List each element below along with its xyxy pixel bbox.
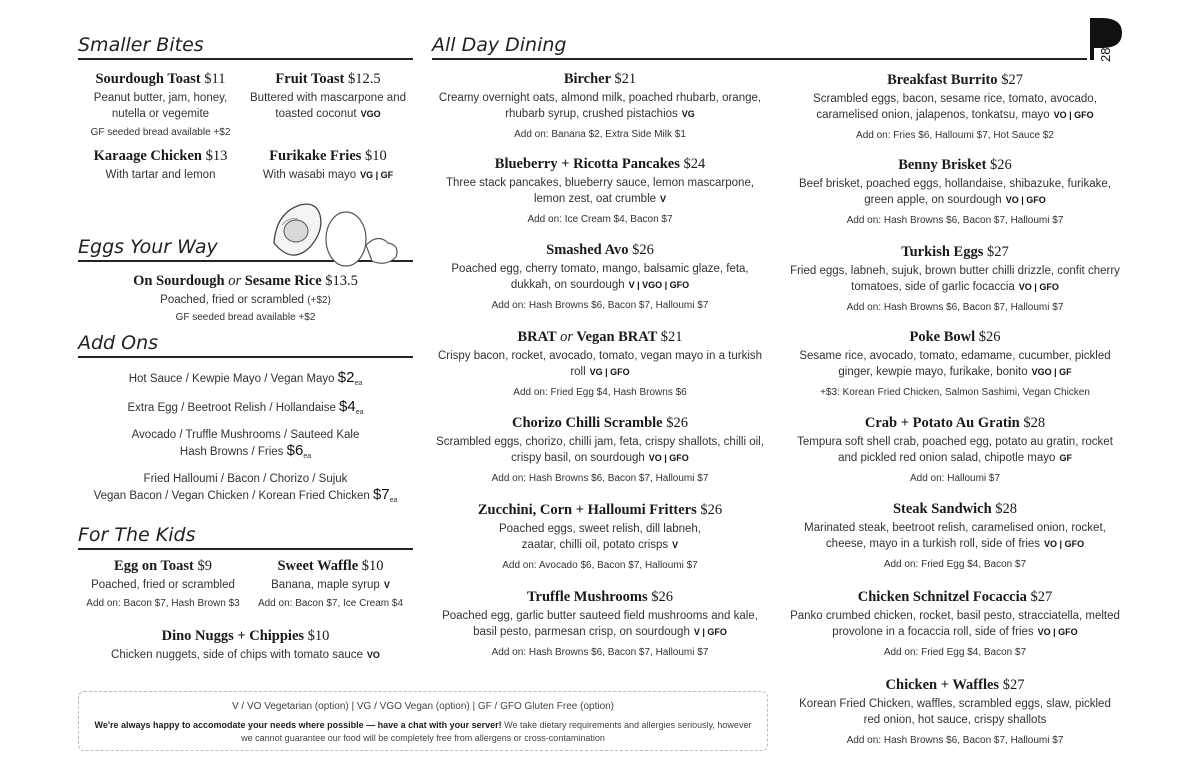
logo-number: 281 bbox=[1098, 40, 1113, 62]
item-addon: GF seeded bread available +$2 bbox=[90, 127, 231, 138]
item-desc: Panko crumbed chicken, rocket, basil pesto, stracciatella, melted provolone in a focaccia roll, side of fries bbox=[790, 610, 1120, 638]
item-dino-nuggs bbox=[78, 627, 413, 663]
item-price: $10 bbox=[361, 558, 384, 574]
dietary-tag: VG | GF bbox=[360, 170, 394, 180]
dietary-tag: VO | GFO bbox=[1005, 195, 1046, 205]
item-addon: GF seeded bread available +$2 bbox=[175, 312, 316, 323]
item-name: Turkish Eggs bbox=[901, 244, 984, 260]
item-desc: With wasabi mayo bbox=[262, 169, 357, 181]
item-addon: Add on: Fried Egg $4, Bacon $7 bbox=[883, 647, 1027, 658]
item-desc: Crispy bacon, rocket, avocado, tomato, vegan mayo in a turkish roll bbox=[437, 350, 763, 378]
item-breakfast-burrito bbox=[790, 71, 1120, 143]
item-price: $26 bbox=[990, 157, 1012, 173]
dietary-tag: VO | GFO bbox=[1044, 539, 1085, 549]
item-price: $26 bbox=[632, 242, 654, 258]
item-addon: Add on: Fries $6, Halloumi $7, Hot Sauce $2 bbox=[856, 130, 1054, 141]
item-desc: Sesame rice, avocado, tomato, edamame, cucumber, pickled ginger, kewpie mayo, furikake, bonito bbox=[799, 350, 1111, 378]
item-price: $27 bbox=[1002, 677, 1025, 693]
dietary-tag: VGO | GF bbox=[1031, 367, 1072, 377]
item-fruit-toast bbox=[243, 70, 413, 122]
addon-row bbox=[78, 472, 413, 508]
item-crab-au-gratin bbox=[790, 414, 1120, 486]
item-smashed-avo bbox=[432, 241, 768, 313]
item-price: $26 bbox=[978, 329, 1001, 345]
item-addon: Add on: Hash Browns $6, Bacon $7, Halloumi $7 bbox=[846, 215, 1064, 226]
item-desc: Banana, maple syrup bbox=[271, 579, 380, 591]
item-addon: Add on: Banana $2, Extra Side Milk $1 bbox=[514, 129, 686, 140]
addon-text: Vegan Bacon / Vegan Chicken / Korean Fried Chicken bbox=[93, 490, 370, 502]
item-name: Karaage Chicken bbox=[93, 148, 202, 164]
item-addon: Add on: Hash Browns $6, Bacon $7, Halloumi $7 bbox=[491, 647, 709, 658]
addon-price: $2 bbox=[337, 369, 355, 386]
item-name: Smashed Avo bbox=[546, 242, 629, 258]
item-benny-brisket bbox=[790, 156, 1120, 228]
dietary-tag: VGO bbox=[360, 109, 381, 119]
item-furikake-fries bbox=[243, 147, 413, 183]
item-desc: Poached, fried or scrambled bbox=[160, 294, 304, 306]
item-desc: Chicken nuggets, side of chips with tomato sauce bbox=[111, 649, 363, 661]
item-price: $28 bbox=[995, 501, 1018, 517]
addon-unit: ea bbox=[389, 497, 398, 504]
dietary-note-bold: We're always happy to accomodate your needs where possible — have a chat with your server! bbox=[94, 720, 502, 730]
dietary-note: We take dietary requirements and allergies seriously, however we cannot guarantee our food will be completely free from allergens or cross-contamination bbox=[241, 720, 752, 743]
item-price: $11 bbox=[204, 71, 226, 87]
dietary-tag: VG | GFO bbox=[589, 367, 630, 377]
item-desc: Creamy overnight oats, almond milk, poached rhubarb, orange, rhubarb syrup, crushed pistachios bbox=[438, 92, 762, 120]
item-name: Bircher bbox=[563, 71, 611, 87]
item-steak-sandwich bbox=[790, 500, 1120, 572]
item-or: or bbox=[228, 273, 242, 289]
item-price: $26 bbox=[700, 502, 723, 518]
addon-row bbox=[78, 370, 413, 391]
dietary-tag: VO | GFO bbox=[1053, 110, 1094, 120]
section-all-day-dining: All Day Dining bbox=[432, 34, 1087, 60]
item-or: or bbox=[560, 329, 573, 345]
item-name: Benny Brisket bbox=[898, 157, 987, 173]
dietary-tag: VO | GFO bbox=[1037, 627, 1078, 637]
item-desc: Scrambled eggs, chorizo, chilli jam, feta, crispy shallots, chilli oil, crispy basil, on sourdough bbox=[436, 436, 764, 464]
item-addon: Add on: Halloumi $7 bbox=[909, 473, 1001, 484]
item-name: Truffle Mushrooms bbox=[526, 589, 648, 605]
item-price: $26 bbox=[651, 589, 674, 605]
item-addon: Add on: Hash Browns $6, Bacon $7, Halloumi $7 bbox=[846, 302, 1064, 313]
item-eggs-your-way bbox=[78, 272, 413, 325]
item-name-b: Sesame Rice bbox=[244, 273, 322, 289]
addon-text: Hot Sauce / Kewpie Mayo / Vegan Mayo bbox=[128, 373, 335, 385]
item-name: Chicken + Waffles bbox=[885, 677, 1000, 693]
item-price: $12.5 bbox=[347, 71, 381, 87]
addon-price: $4 bbox=[339, 398, 356, 415]
item-addon: Add on: Avocado $6, Bacon $7, Halloumi $7 bbox=[502, 560, 698, 571]
item-desc: Poached egg, garlic butter sauteed field mushrooms and kale, basil pesto, parmesan crisp, on sourdough bbox=[442, 610, 758, 638]
item-desc: Buttered with mascarpone and toasted coconut bbox=[250, 92, 406, 120]
item-turkish-eggs bbox=[790, 243, 1120, 315]
item-price: $13 bbox=[205, 148, 228, 164]
dietary-tag: VO | GFO bbox=[1018, 282, 1059, 292]
dietary-tag: GF bbox=[1059, 453, 1072, 463]
item-price: $21 bbox=[614, 71, 637, 87]
item-desc: Poached egg, cherry tomato, mango, balsamic glaze, feta, dukkah, on sourdough bbox=[451, 263, 749, 291]
item-desc: Poached, fried or scrambled bbox=[91, 579, 235, 591]
item-name: Poke Bowl bbox=[909, 329, 976, 345]
addon-unit: ea bbox=[354, 380, 363, 387]
addon-row bbox=[78, 399, 413, 420]
item-name: Dino Nuggs + Chippies bbox=[161, 628, 305, 644]
addon-line1: Fried Halloumi / Bacon / Chorizo / Sujuk bbox=[143, 473, 348, 485]
item-name: Zucchini, Corn + Halloumi Fritters bbox=[477, 502, 697, 518]
item-desc: Korean Fried Chicken, waffles, scrambled eggs, slaw, pickled red onion, hot sauce, crispy shallots bbox=[799, 698, 1111, 726]
item-price: $10 bbox=[365, 148, 387, 164]
item-price: $9 bbox=[197, 558, 212, 574]
item-addon: Add on: Hash Browns $6, Bacon $7, Halloumi $7 bbox=[491, 473, 709, 484]
item-price: $27 bbox=[1001, 72, 1023, 88]
addon-price: $7 bbox=[372, 486, 390, 503]
item-addon: Add on: Bacon $7, Ice Cream $4 bbox=[257, 598, 404, 609]
dietary-tag: V bbox=[660, 194, 667, 204]
addon-text: Extra Egg / Beetroot Relish / Hollandaise bbox=[127, 402, 336, 414]
addon-price: $6 bbox=[286, 442, 304, 459]
item-name: Egg on Toast bbox=[114, 558, 194, 574]
dietary-legend bbox=[78, 691, 768, 751]
item-desc-extra: (+$2) bbox=[307, 295, 331, 306]
item-desc: With tartar and lemon bbox=[105, 169, 216, 181]
item-name: Breakfast Burrito bbox=[887, 72, 998, 88]
section-eggs-your-way: Eggs Your Way bbox=[78, 236, 413, 262]
dietary-tag: V bbox=[672, 540, 679, 550]
dietary-tag: V | GFO bbox=[693, 627, 727, 637]
dietary-tag: V | VGO | GFO bbox=[628, 280, 690, 290]
item-addon: Add on: Hash Browns $6, Bacon $7, Halloumi $7 bbox=[846, 735, 1064, 746]
item-name: Furikake Fries bbox=[269, 148, 362, 164]
item-bircher bbox=[432, 70, 768, 142]
item-addon: Add on: Fried Egg $4, Bacon $7 bbox=[883, 559, 1027, 570]
item-price: $26 bbox=[666, 415, 688, 431]
item-name-b: Vegan BRAT bbox=[576, 329, 658, 345]
item-addon: Add on: Ice Cream $4, Bacon $7 bbox=[527, 214, 673, 225]
item-desc: Beef brisket, poached eggs, hollandaise, shibazuke, furikake, green apple, on sourdough bbox=[799, 178, 1111, 206]
section-smaller-bites: Smaller Bites bbox=[78, 34, 413, 60]
item-desc: Scrambled eggs, bacon, sesame rice, tomato, avocado, caramelised onion, jalapenos, tonkatsu, mayo bbox=[813, 93, 1097, 121]
item-chicken-schnitzel bbox=[784, 588, 1126, 660]
item-addon: +$3: Korean Fried Chicken, Salmon Sashimi, Vegan Chicken bbox=[820, 387, 1090, 398]
item-price: $28 bbox=[1023, 415, 1046, 431]
addon-unit: ea bbox=[303, 453, 312, 460]
item-poke-bowl bbox=[790, 328, 1120, 400]
item-price: $10 bbox=[307, 628, 330, 644]
item-blueberry-pancakes bbox=[432, 155, 768, 227]
item-name: Sourdough Toast bbox=[95, 71, 201, 87]
item-karaage-chicken bbox=[78, 147, 243, 183]
item-fritters bbox=[432, 501, 768, 573]
item-name: Fruit Toast bbox=[275, 71, 345, 87]
addon-unit: ea bbox=[355, 409, 364, 416]
item-truffle-mushrooms bbox=[432, 588, 768, 660]
dietary-tag: VG bbox=[681, 109, 695, 119]
item-price: $27 bbox=[1030, 589, 1053, 605]
item-desc: Marinated steak, beetroot relish, caramelised onion, rocket, cheese, mayo in a turkish roll, side of fries bbox=[804, 522, 1106, 550]
item-price: $21 bbox=[660, 329, 683, 345]
item-egg-on-toast bbox=[78, 557, 248, 611]
section-for-the-kids: For The Kids bbox=[78, 524, 413, 550]
item-desc: Fried eggs, labneh, sujuk, brown butter chilli drizzle, confit cherry tomatoes, side of garlic focaccia bbox=[790, 265, 1120, 293]
item-price: $13.5 bbox=[325, 273, 358, 289]
item-chicken-waffles bbox=[790, 676, 1120, 748]
item-name: Crab + Potato Au Gratin bbox=[864, 415, 1020, 431]
item-addon: Add on: Bacon $7, Hash Brown $3 bbox=[86, 598, 240, 609]
item-name: Chorizo Chilli Scramble bbox=[511, 415, 663, 431]
item-desc: Three stack pancakes, blueberry sauce, lemon mascarpone, lemon zest, oat crumble bbox=[445, 177, 755, 205]
item-name: On Sourdough bbox=[133, 273, 225, 289]
dietary-tag: VO bbox=[366, 650, 380, 660]
dietary-key: V / VO Vegetarian (option) | VG / VGO Vegan (option) | GF / GFO Gluten Free (option) bbox=[231, 701, 615, 712]
item-desc: Tempura soft shell crab, poached egg, potato au gratin, rocket and pickled red onion salad, chipotle mayo bbox=[797, 436, 1113, 464]
avocado-egg-illustration bbox=[268, 195, 413, 273]
brand-logo bbox=[1088, 16, 1128, 62]
item-chorizo-scramble bbox=[432, 414, 768, 486]
item-addon: Add on: Fried Egg $4, Hash Browns $6 bbox=[513, 387, 687, 398]
item-name: Sweet Waffle bbox=[277, 558, 359, 574]
item-desc: Peanut butter, jam, honey, nutella or vegemite bbox=[93, 92, 228, 120]
item-price: $24 bbox=[683, 156, 706, 172]
dietary-tag: V bbox=[383, 580, 390, 590]
item-addon: Add on: Hash Browns $6, Bacon $7, Halloumi $7 bbox=[491, 300, 709, 311]
item-brat bbox=[432, 328, 768, 400]
item-name: Blueberry + Ricotta Pancakes bbox=[494, 156, 680, 172]
addon-text: Hash Browns / Fries bbox=[179, 446, 284, 458]
item-sweet-waffle bbox=[248, 557, 413, 611]
section-add-ons: Add Ons bbox=[78, 332, 413, 358]
item-name: BRAT bbox=[517, 329, 557, 345]
item-sourdough-toast bbox=[78, 70, 243, 140]
item-desc: Poached eggs, sweet relish, dill labneh, zaatar, chilli oil, potato crisps bbox=[498, 523, 701, 551]
dietary-tag: VO | GFO bbox=[648, 453, 689, 463]
addon-line1: Avocado / Truffle Mushrooms / Sauteed Kale bbox=[131, 429, 360, 441]
addon-row bbox=[78, 428, 413, 464]
item-price: $27 bbox=[986, 244, 1009, 260]
item-name: Steak Sandwich bbox=[892, 501, 992, 517]
item-name: Chicken Schnitzel Focaccia bbox=[857, 589, 1027, 605]
